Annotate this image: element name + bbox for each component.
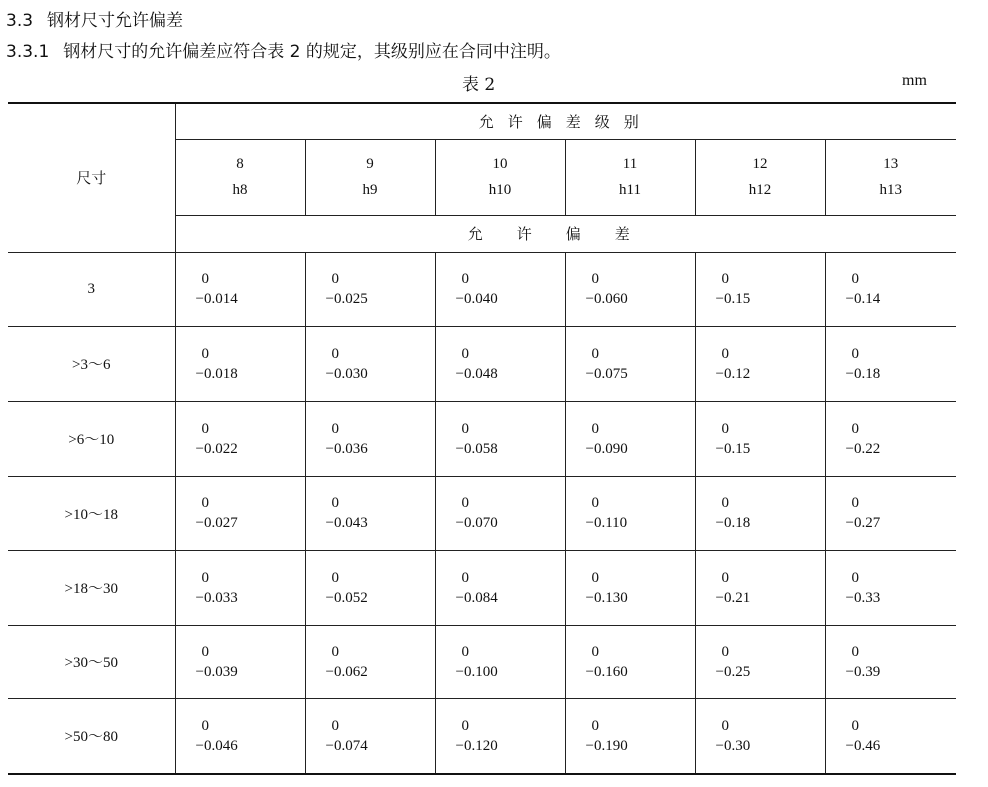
lower-deviation: −0.120 — [455, 737, 498, 754]
tolerance-cell — [825, 625, 956, 698]
tolerance-cell — [695, 401, 825, 476]
upper-deviation: 0 — [331, 495, 339, 511]
grade-cell — [435, 139, 565, 215]
lower-deviation: −0.25 — [715, 663, 751, 680]
upper-deviation: 0 — [461, 345, 469, 362]
tolerance-cell — [305, 326, 435, 401]
table-row — [8, 550, 956, 625]
lower-deviation: −0.14 — [845, 291, 881, 307]
table-body — [8, 103, 956, 774]
lower-deviation: −0.070 — [455, 515, 498, 531]
grade-number: 12 — [752, 156, 768, 172]
tolerance-cell — [305, 698, 435, 774]
lower-deviation: −0.014 — [195, 291, 238, 307]
upper-deviation: 0 — [591, 569, 599, 586]
lower-deviation: −0.022 — [195, 440, 238, 457]
tolerance-cell — [825, 698, 956, 774]
table-row — [8, 476, 956, 550]
tolerance-cell — [565, 252, 695, 326]
lower-deviation: −0.21 — [715, 589, 751, 606]
tolerance-cell — [175, 326, 305, 401]
lower-deviation: −0.18 — [845, 365, 881, 382]
size-range-cell: >6～10 — [8, 401, 175, 476]
upper-deviation: 0 — [461, 271, 469, 287]
tolerance-cell — [695, 326, 825, 401]
tolerance-cell — [695, 698, 825, 774]
size-range-cell: >50～80 — [8, 698, 175, 774]
tolerance-cell — [435, 476, 565, 550]
tolerance-table — [8, 102, 956, 775]
tolerance-header: 允许偏差 — [175, 215, 956, 252]
table-row — [8, 252, 956, 326]
tolerance-cell — [695, 625, 825, 698]
section-heading — [6, 6, 183, 31]
table-row — [8, 698, 956, 774]
lower-deviation: −0.027 — [195, 515, 238, 531]
upper-deviation: 0 — [201, 569, 209, 586]
upper-deviation: 0 — [591, 345, 599, 362]
tolerance-cell — [565, 625, 695, 698]
lower-deviation: −0.018 — [195, 365, 238, 382]
lower-deviation: −0.025 — [325, 291, 368, 307]
tolerance-cell — [305, 550, 435, 625]
upper-deviation: 0 — [851, 420, 859, 437]
tolerance-cell — [825, 476, 956, 550]
lower-deviation: −0.062 — [325, 663, 368, 680]
lower-deviation: −0.090 — [585, 440, 628, 457]
upper-deviation: 0 — [461, 495, 469, 511]
upper-deviation: 0 — [591, 420, 599, 437]
tolerance-cell — [695, 252, 825, 326]
tolerance-cell — [305, 252, 435, 326]
tolerance-cell — [565, 698, 695, 774]
lower-deviation: −0.043 — [325, 515, 368, 531]
lower-deviation: −0.074 — [325, 737, 368, 754]
section-title: 钢材尺寸允许偏差 — [47, 11, 184, 31]
upper-deviation: 0 — [201, 420, 209, 437]
tolerance-cell — [175, 698, 305, 774]
size-range-cell: >10～18 — [8, 476, 175, 550]
upper-deviation: 0 — [461, 569, 469, 586]
tolerance-cell — [305, 625, 435, 698]
lower-deviation: −0.15 — [715, 440, 751, 457]
lower-deviation: −0.046 — [195, 737, 238, 754]
upper-deviation: 0 — [201, 345, 209, 362]
size-range-cell: >18～30 — [8, 550, 175, 625]
tolerance-cell — [695, 476, 825, 550]
tolerance-cell — [825, 550, 956, 625]
upper-deviation: 0 — [591, 643, 599, 660]
lower-deviation: −0.052 — [325, 589, 368, 606]
tolerance-cell — [435, 252, 565, 326]
grade-cell — [825, 139, 956, 215]
grade-number: 9 — [366, 156, 374, 172]
section-number: 3.3 — [6, 11, 34, 31]
clause-paragraph — [6, 37, 561, 62]
upper-deviation: 0 — [331, 420, 339, 437]
upper-deviation: 0 — [721, 345, 729, 362]
lower-deviation: −0.040 — [455, 291, 498, 307]
grade-code: h12 — [748, 182, 772, 198]
table-row — [8, 326, 956, 401]
tolerance-cell — [825, 326, 956, 401]
lower-deviation: −0.27 — [845, 515, 881, 531]
lower-deviation: −0.036 — [325, 440, 368, 457]
tolerance-cell — [565, 401, 695, 476]
upper-deviation: 0 — [851, 717, 859, 734]
lower-deviation: −0.033 — [195, 589, 238, 606]
lower-deviation: −0.30 — [715, 737, 751, 754]
grade-cell — [695, 139, 825, 215]
upper-deviation: 0 — [331, 569, 339, 586]
upper-deviation: 0 — [331, 345, 339, 362]
upper-deviation: 0 — [201, 643, 209, 660]
upper-deviation: 0 — [721, 271, 729, 287]
clause-number: 3.3.1 — [6, 42, 50, 62]
upper-deviation: 0 — [201, 495, 209, 511]
grade-code: h10 — [488, 182, 512, 198]
grade-cell — [305, 139, 435, 215]
lower-deviation: −0.190 — [585, 737, 628, 754]
lower-deviation: −0.110 — [585, 515, 628, 531]
tolerance-cell — [565, 326, 695, 401]
lower-deviation: −0.039 — [195, 663, 238, 680]
lower-deviation: −0.100 — [455, 663, 498, 680]
lower-deviation: −0.130 — [585, 589, 628, 606]
tolerance-cell — [435, 401, 565, 476]
table-unit: mm — [902, 72, 927, 89]
lower-deviation: −0.12 — [715, 365, 751, 382]
grade-code: h11 — [619, 182, 641, 198]
lower-deviation: −0.058 — [455, 440, 498, 457]
upper-deviation: 0 — [851, 569, 859, 586]
upper-deviation: 0 — [721, 495, 729, 511]
lower-deviation: −0.39 — [845, 663, 881, 680]
lower-deviation: −0.075 — [585, 365, 628, 382]
lower-deviation: −0.160 — [585, 663, 628, 680]
upper-deviation: 0 — [591, 495, 599, 511]
size-range-cell: >30～50 — [8, 625, 175, 698]
upper-deviation: 0 — [851, 495, 859, 511]
table-caption: 表 2 — [462, 75, 496, 95]
tolerance-cell — [435, 698, 565, 774]
lower-deviation: −0.030 — [325, 365, 368, 382]
upper-deviation: 0 — [331, 643, 339, 660]
tolerance-cell — [175, 252, 305, 326]
upper-deviation: 0 — [851, 345, 859, 362]
lower-deviation: −0.22 — [845, 440, 881, 457]
lower-deviation: −0.18 — [715, 515, 751, 531]
grade-number: 8 — [236, 156, 244, 172]
size-range-cell: 3 — [8, 252, 175, 326]
tolerance-cell — [175, 550, 305, 625]
upper-deviation: 0 — [591, 717, 599, 734]
upper-deviation: 0 — [331, 717, 339, 734]
tolerance-cell — [435, 550, 565, 625]
size-header: 尺寸 — [8, 103, 175, 252]
upper-deviation: 0 — [851, 643, 859, 660]
tolerance-cell — [695, 550, 825, 625]
grade-header: 允许偏差级别 — [175, 103, 956, 139]
upper-deviation: 0 — [201, 271, 209, 287]
grade-number: 13 — [883, 156, 899, 172]
upper-deviation: 0 — [461, 643, 469, 660]
upper-deviation: 0 — [721, 717, 729, 734]
lower-deviation: −0.048 — [455, 365, 498, 382]
tolerance-cell — [305, 401, 435, 476]
grade-number: 11 — [622, 156, 638, 172]
tolerance-cell — [565, 550, 695, 625]
clause-text: 钢材尺寸的允许偏差应符合表 2 的规定，其级别应在合同中注明。 — [63, 42, 561, 62]
tolerance-cell — [305, 476, 435, 550]
upper-deviation: 0 — [461, 420, 469, 437]
upper-deviation: 0 — [721, 643, 729, 660]
grade-code: h8 — [232, 182, 248, 198]
table-row — [8, 625, 956, 698]
tolerance-cell — [565, 476, 695, 550]
upper-deviation: 0 — [851, 271, 859, 287]
size-range-cell: >3～6 — [8, 326, 175, 401]
upper-deviation: 0 — [591, 271, 599, 287]
lower-deviation: −0.15 — [715, 291, 751, 307]
lower-deviation: −0.084 — [455, 589, 498, 606]
grade-cell — [565, 139, 695, 215]
grade-number: 10 — [492, 156, 508, 172]
upper-deviation: 0 — [721, 420, 729, 437]
tolerance-cell — [175, 401, 305, 476]
tolerance-cell — [175, 625, 305, 698]
grade-header-row — [8, 103, 956, 139]
lower-deviation: −0.060 — [585, 291, 628, 307]
lower-deviation: −0.33 — [845, 589, 881, 606]
upper-deviation: 0 — [201, 717, 209, 734]
upper-deviation: 0 — [331, 271, 339, 287]
upper-deviation: 0 — [461, 717, 469, 734]
lower-deviation: −0.46 — [845, 737, 881, 754]
grade-code: h9 — [362, 182, 378, 198]
tolerance-cell — [175, 476, 305, 550]
tolerance-cell — [435, 625, 565, 698]
table-row — [8, 401, 956, 476]
grade-code: h13 — [879, 182, 903, 198]
tolerance-cell — [435, 326, 565, 401]
grade-cell — [175, 139, 305, 215]
upper-deviation: 0 — [721, 569, 729, 586]
tolerance-cell — [825, 401, 956, 476]
tolerance-cell — [825, 252, 956, 326]
